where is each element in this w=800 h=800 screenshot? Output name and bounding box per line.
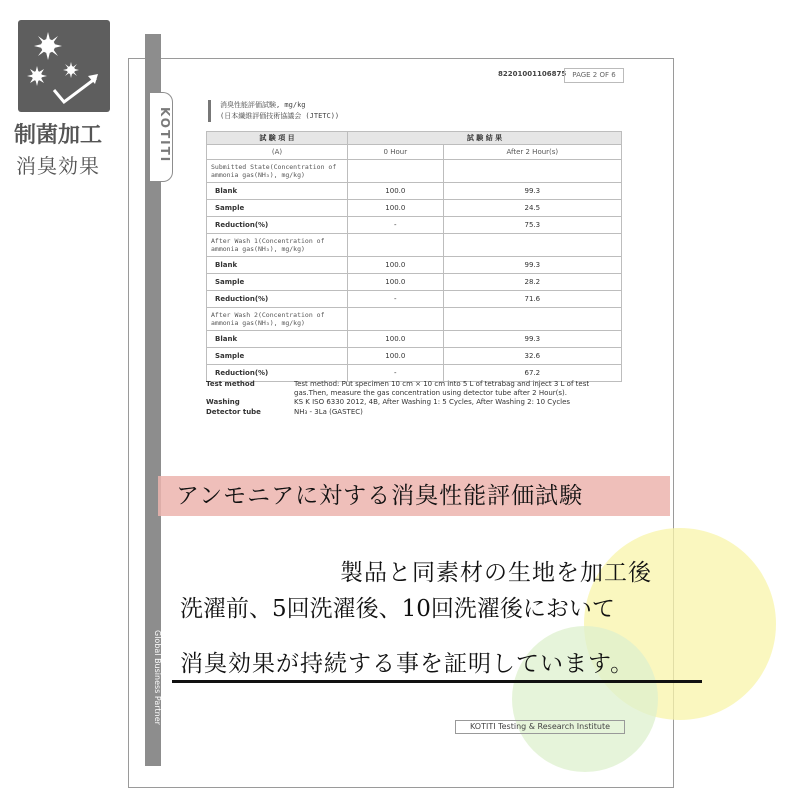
group-label: After Wash 2(Concentration of ammonia gas(NH₃), mg/kg) <box>207 308 348 331</box>
cell-2h: 75.3 <box>443 217 621 234</box>
table-row <box>207 257 622 274</box>
cell-2h: 99.3 <box>443 183 621 200</box>
row-label: Blank <box>207 257 348 274</box>
caption-line-1: 製品と同素材の生地を加工後 <box>340 560 652 586</box>
row-label: Reduction(%) <box>207 217 348 234</box>
cell-2h: 71.6 <box>443 291 621 308</box>
group-row <box>207 160 622 183</box>
table-header-row <box>207 132 622 145</box>
badge-subtitle: 消臭効果 <box>16 154 100 178</box>
table-row <box>207 217 622 234</box>
test-notes <box>206 380 626 417</box>
kotiti-logo: KOTITI <box>158 106 172 164</box>
table-row <box>207 274 622 291</box>
heading-line-2: (日本繊維評価技術協議会 (JTETC)) <box>220 112 340 120</box>
cell-0h: 100.0 <box>348 274 444 291</box>
group-label: After Wash 1(Concentration of ammonia gas(NH₃), mg/kg) <box>207 234 348 257</box>
note-text: Test method: Put specimen 10 cm × 10 cm into 5 L of tetrabag and inject 3 L of test gas.Then, measure the gas concentration using detector tube after 2 Hour(s). <box>294 380 590 397</box>
row-label: Reduction(%) <box>207 365 348 382</box>
note-detector-tube <box>206 408 626 417</box>
row-label: Reduction(%) <box>207 291 348 308</box>
caption-underline <box>172 680 702 683</box>
note-text: NH₃ - 3La (GASTEC) <box>294 407 363 416</box>
side-tagline: Global Business Partner <box>153 630 162 725</box>
document-number: 82201001106875 <box>498 70 567 78</box>
row-label: Sample <box>207 274 348 291</box>
cell-2h: 67.2 <box>443 365 621 382</box>
table-row <box>207 183 622 200</box>
institute-stamp: KOTITI Testing & Research Institute <box>455 720 625 734</box>
cell-0h: - <box>348 291 444 308</box>
cell-0h: - <box>348 217 444 234</box>
cell-0h: 100.0 <box>348 348 444 365</box>
row-label: Sample <box>207 200 348 217</box>
note-label: Test method <box>206 380 255 388</box>
caption-line-3: 消臭効果が持続する事を証明しています。 <box>180 651 635 677</box>
caption-line-2: 洗濯前、5回洗濯後、10回洗濯後において <box>180 596 615 622</box>
table-row <box>207 200 622 217</box>
badge-title: 制菌加工 <box>14 123 103 148</box>
header-test-result: 試 験 結 果 <box>348 132 622 145</box>
row-label: Sample <box>207 348 348 365</box>
cell-2h: 99.3 <box>443 257 621 274</box>
subheader-2-hour: After 2 Hour(s) <box>443 145 621 160</box>
heading-line-1: 消臭性能評価試験, mg/kg <box>220 101 306 109</box>
cell-0h: 100.0 <box>348 331 444 348</box>
cell-0h: - <box>348 365 444 382</box>
group-row <box>207 308 622 331</box>
table-row <box>207 331 622 348</box>
cell-2h: 24.5 <box>443 200 621 217</box>
table-subheader-row <box>207 145 622 160</box>
cell-0h: 100.0 <box>348 200 444 217</box>
headline-banner: アンモニアに対する消臭性能評価試験 <box>158 476 670 516</box>
cell-0h: 100.0 <box>348 183 444 200</box>
row-label: Blank <box>207 331 348 348</box>
table-row <box>207 348 622 365</box>
row-label: Blank <box>207 183 348 200</box>
cell-2h: 32.6 <box>443 348 621 365</box>
table-row <box>207 291 622 308</box>
table-row <box>207 365 622 382</box>
subheader-a: (A) <box>207 145 348 160</box>
cell-2h: 28.2 <box>443 274 621 291</box>
subheader-0-hour: 0 Hour <box>348 145 444 160</box>
cell-2h: 99.3 <box>443 331 621 348</box>
note-label: Detector tube <box>206 407 261 416</box>
note-text: KS K ISO 6330 2012, 4B, After Washing 1: 5 Cycles, After Washing 2: 10 Cycles <box>294 398 571 406</box>
note-washing <box>206 398 626 407</box>
results-table <box>206 131 622 382</box>
group-label: Submitted State(Concentration of ammonia gas(NH₃), mg/kg) <box>207 160 348 183</box>
page-indicator: PAGE 2 OF 6 <box>564 68 624 83</box>
note-label: Washing <box>206 398 240 406</box>
group-row <box>207 234 622 257</box>
report-heading <box>208 100 339 122</box>
cell-0h: 100.0 <box>348 257 444 274</box>
note-test-method <box>206 380 626 397</box>
header-test-item: 試 験 項 目 <box>207 132 348 145</box>
germs-arrow-icon <box>18 20 110 112</box>
antibacterial-deodorize-icon <box>18 20 110 112</box>
